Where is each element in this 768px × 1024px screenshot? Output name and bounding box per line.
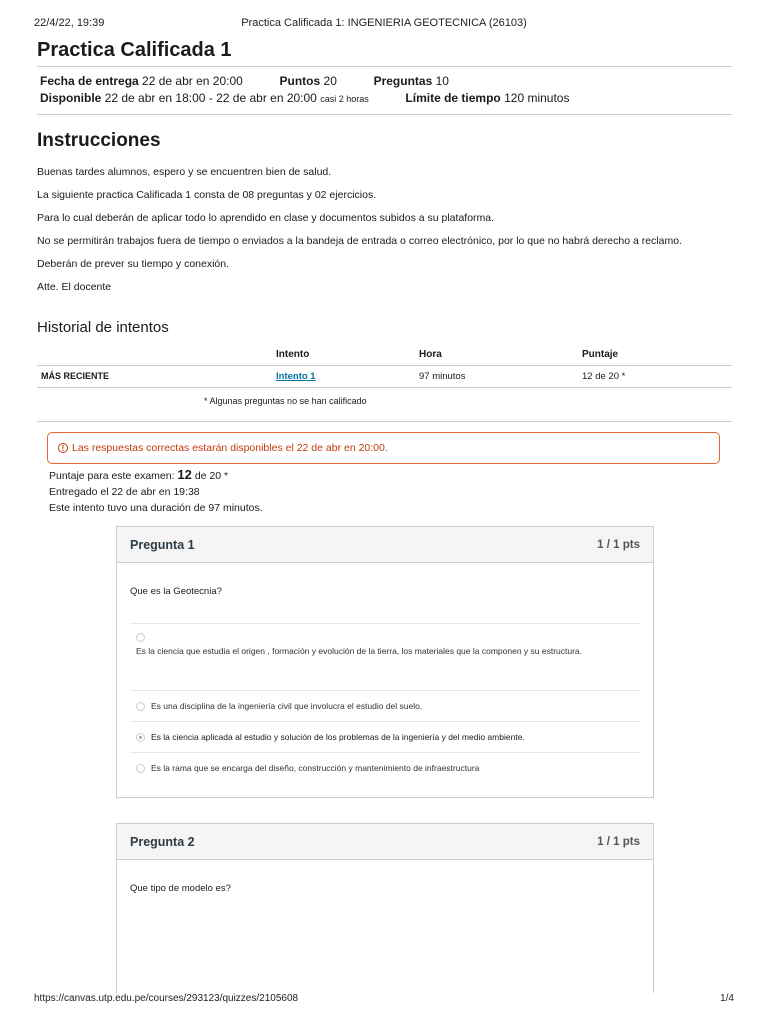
divider (37, 114, 732, 115)
score-suffix: de 20 * (194, 469, 229, 482)
attempts-table (37, 345, 732, 388)
instructions-paragraph: No se permitirán trabajos fuera de tiempo o enviados a la bandeja de entrada o correo electrónico, por lo que no habrá derecho a reclamo. (37, 235, 682, 247)
answer-text: Es una disciplina de la ingeniería civil que involucra el estudio del suelo. (151, 700, 423, 711)
question-card (116, 526, 654, 798)
instructions-paragraph: Buenas tardes alumnos, espero y se encuentren bien de salud. (37, 166, 332, 178)
available-label: Disponible (40, 91, 102, 105)
radio-button[interactable] (136, 633, 145, 642)
page-title: Practica Calificada 1 (37, 39, 232, 61)
answer-list (130, 623, 640, 783)
quiz-content (37, 38, 732, 516)
time-limit-label: Límite de tiempo (405, 91, 501, 105)
points-label: Puntos (279, 74, 321, 88)
question-title: Pregunta 1 (130, 537, 195, 552)
column-header: Intento (272, 345, 415, 365)
column-header: Hora (415, 345, 578, 365)
answer-text: Es la rama que se encarga del diseño, construcción y mantenimiento de infraestructura (151, 762, 480, 773)
instructions-paragraph: Para lo cual deberán de aplicar todo lo aprendido en clase y documentos subidos a su plataforma. (37, 212, 495, 224)
submitted-line: Entregado el 22 de abr en 19:38 (49, 485, 200, 498)
instructions-paragraph: La siguiente practica Calificada 1 consta de 08 preguntas y 02 ejercicios. (37, 189, 377, 201)
column-header: Puntaje (578, 345, 732, 365)
duration-line: Este intento tuvo una duración de 97 minutos. (49, 501, 263, 514)
meta-row-1 (40, 73, 729, 90)
result-summary (49, 467, 732, 516)
print-header (34, 17, 734, 31)
attempt-time: 97 minutos (415, 365, 578, 387)
instructions-heading: Instrucciones (37, 130, 161, 151)
question-text: Que es la Geotecnia? (130, 586, 222, 597)
instructions-paragraph: Atte. El docente (37, 281, 112, 293)
instructions-paragraph: Deberán de prever su tiempo y conexión. (37, 258, 230, 270)
questions-label: Preguntas (373, 74, 433, 88)
question-card (116, 823, 654, 993)
table-row (37, 365, 732, 387)
question-header (117, 527, 653, 563)
score-label: Puntaje para este examen: (49, 469, 175, 482)
score-line (49, 467, 732, 484)
attempt-score: 12 de 20 * (578, 365, 732, 387)
score-value: 12 (177, 466, 192, 482)
due-value: 22 de abr en 20:00 (142, 74, 243, 88)
answer-text: Es la ciencia aplicada al estudio y solución de los problemas de la ingeniería y del medio ambiente. (151, 731, 525, 742)
question-title: Pregunta 2 (130, 834, 195, 849)
answer-text: Es la ciencia que estudia el origen , formación y evolución de la tierra, los materiales que la componen y su estructura. (136, 646, 583, 656)
print-date: 22/4/22, 19:39 (34, 17, 105, 29)
instructions-body (37, 166, 732, 294)
question-points: 1 / 1 pts (597, 538, 640, 551)
due-label: Fecha de entrega (40, 74, 139, 88)
column-header (37, 345, 272, 365)
meta-row-2 (40, 90, 729, 108)
radio-button-selected[interactable] (136, 733, 145, 742)
points-value: 20 (323, 74, 337, 88)
attempt-link[interactable]: Intento 1 (276, 370, 316, 382)
available-note: casi 2 horas (320, 94, 369, 104)
warning-icon: ! (58, 443, 68, 453)
questions-value: 10 (435, 74, 449, 88)
radio-button[interactable] (136, 764, 145, 773)
print-doc-title: Practica Calificada 1: INGENIERIA GEOTECNICA (26103) (241, 17, 527, 29)
answers-alert (47, 432, 720, 464)
answer-option[interactable] (130, 690, 640, 721)
question-header (117, 824, 653, 860)
available-value: 22 de abr en 18:00 - 22 de abr en 20:00 (104, 91, 317, 105)
print-url: https://canvas.utp.edu.pe/courses/293123/quizzes/2105608 (34, 993, 299, 1004)
question-points: 1 / 1 pts (597, 835, 640, 848)
quiz-meta (37, 67, 732, 114)
question-text: Que tipo de modelo es? (130, 883, 231, 894)
time-limit-value: 120 minutos (504, 91, 570, 105)
history-note: * Algunas preguntas no se han calificado (37, 396, 732, 422)
history-heading: Historial de intentos (37, 319, 169, 336)
answer-option[interactable] (130, 752, 640, 783)
answer-option[interactable] (130, 721, 640, 752)
table-header-row (37, 345, 732, 365)
alert-text: Las respuestas correctas estarán disponibles el 22 de abr en 20:00. (72, 441, 388, 454)
answer-option[interactable] (130, 623, 640, 690)
print-page-number: 1/4 (720, 993, 734, 1004)
attempt-label: MÁS RECIENTE (37, 365, 272, 387)
radio-button[interactable] (136, 702, 145, 711)
